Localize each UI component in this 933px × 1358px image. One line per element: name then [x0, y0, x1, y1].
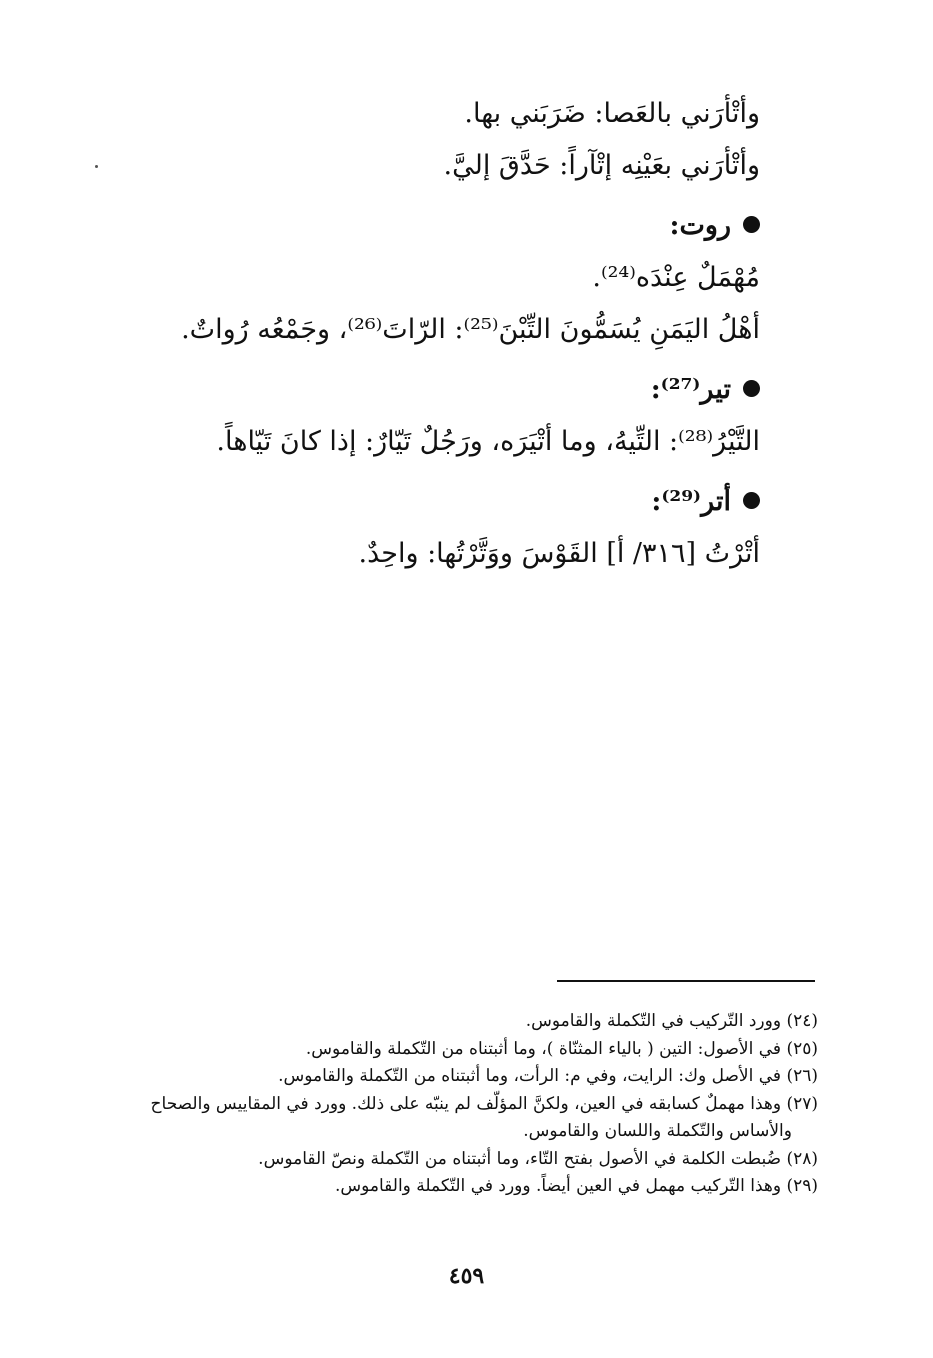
entry-heading-rwt: [140, 200, 760, 252]
footnotes: [78, 1008, 818, 1201]
page-number: ٤٥٩: [448, 1263, 485, 1289]
text-line: وأتْأرَني بعَيْنِه إتْآراً: حَدَّقَ إليَّ.: [443, 150, 760, 181]
footnote-29: (٢٩) وهذا التّركيب مهمل في العين أيضاً. وورد في التّكملة والقاموس.: [334, 1176, 818, 1196]
entry-heading-label: روت:: [669, 210, 731, 241]
text-line: أهْلُ اليَمَنِ يُسَمُّونَ التِّبْنَ⁽²⁵⁾: الرّاتَ⁽²⁶⁾، وجَمْعُه رُواتٌ.: [181, 314, 760, 345]
bullet-icon: [743, 216, 760, 233]
bullet-icon: [743, 492, 760, 509]
scan-speck: [95, 165, 98, 168]
entry-heading-label: أتر⁽²⁹⁾:: [651, 486, 731, 517]
entry-heading-label: تير⁽²⁷⁾:: [650, 374, 731, 405]
main-text: [140, 88, 760, 580]
footnote-28: (٢٨) ضُبطت الكلمة في الأصول بفتح التّاء، وما أثبتناه من التّكملة ونصّ القاموس.: [258, 1148, 818, 1169]
footnote-27-continuation: والأساس والتّكملة واللسان والقاموس.: [523, 1121, 792, 1141]
entry-heading-tyr: [140, 364, 760, 416]
footnote-separator: [557, 980, 815, 982]
bullet-icon: [743, 380, 760, 397]
footnote-24: (٢٤) وورد التّركيب في التّكملة والقاموس.: [525, 1011, 818, 1031]
footnote-25: (٢٥) في الأصول: التين ( بالياء المثنّاة )، وما أثبتناه من التّكملة والقاموس.: [305, 1038, 818, 1059]
text-line: أتْرْتُ [٣١٦/ أ] القَوْسَ ووَتَّرْتُها: واحِدٌ.: [358, 538, 760, 569]
text-line: التَّيْرُ⁽²⁸⁾: التِّيهُ، وما أتْيَرَه، ورَجُلٌ تَيّارٌ: إذا كانَ تَيّاهاً.: [216, 426, 760, 457]
text-line: مُهْمَلٌ عِنْدَه⁽²⁴⁾.: [592, 262, 760, 293]
footnote-27: (٢٧) وهذا مهملٌ كسابقه في العين، ولكنَّ المؤلّف لم ينبّه على ذلك. وورد في المقاييس والصحاح: [150, 1093, 818, 1114]
footnote-26: (٢٦) في الأصل وك: الرايت، وفي م: الرأت، وما أثبتناه من التّكملة والقاموس.: [278, 1066, 818, 1086]
text-line: وأتْأرَني بالعَصا: ضَرَبَني بها.: [464, 98, 760, 129]
entry-heading-atr: [140, 476, 760, 528]
